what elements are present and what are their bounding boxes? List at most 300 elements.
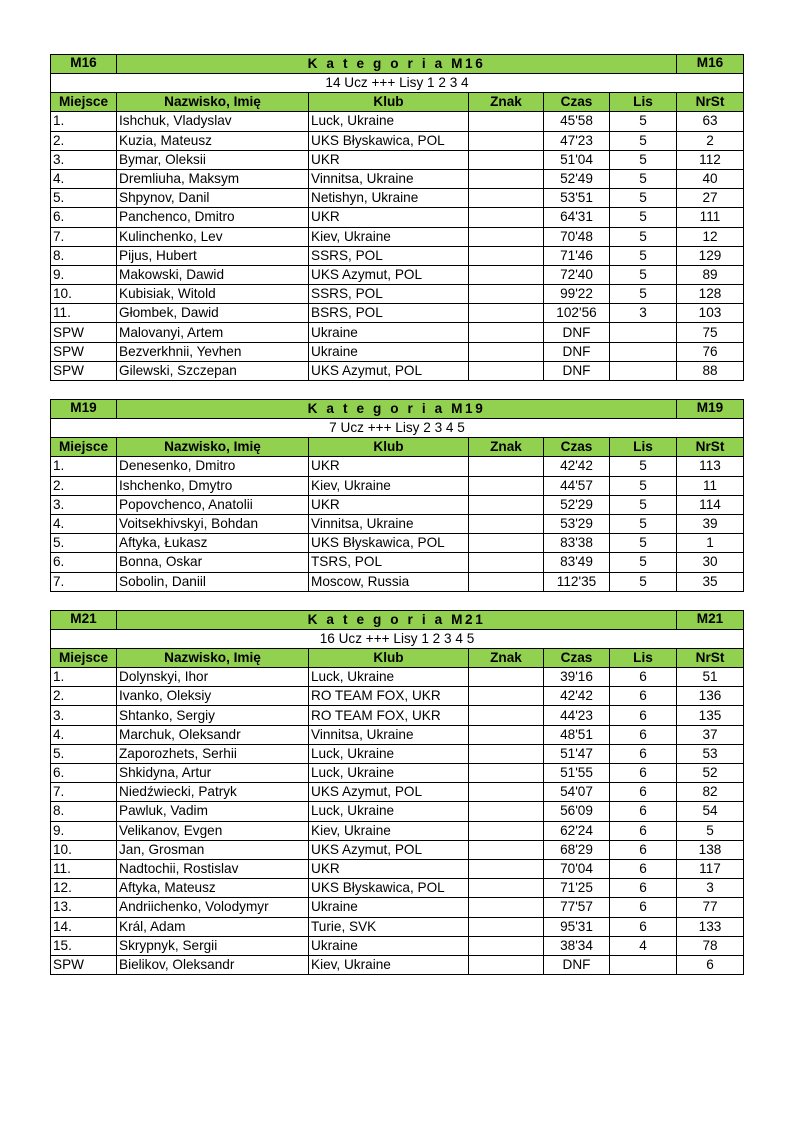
cell-name: Makowski, Dawid (117, 265, 309, 284)
cell-time: DNF (544, 323, 610, 342)
column-header-time: Czas (544, 93, 610, 112)
cell-time: 53'29 (544, 514, 610, 533)
cell-place: 1. (51, 668, 117, 687)
cell-mark (469, 879, 544, 898)
cell-leaves: 6 (610, 783, 677, 802)
cell-start-no: 113 (677, 457, 744, 476)
cell-club: SSRS, POL (309, 285, 469, 304)
cell-leaves: 5 (610, 514, 677, 533)
cell-time: DNF (544, 955, 610, 974)
category-info-row (51, 74, 744, 93)
cell-start-no: 53 (677, 744, 744, 763)
cell-mark (469, 955, 544, 974)
cell-time: 71'25 (544, 879, 610, 898)
cell-start-no: 136 (677, 687, 744, 706)
cell-time: 42'42 (544, 457, 610, 476)
cell-place: 5. (51, 744, 117, 763)
cell-time: 56'09 (544, 802, 610, 821)
column-header-name: Nazwisko, Imię (117, 93, 309, 112)
cell-club: UKS Azymut, POL (309, 783, 469, 802)
cell-place: 4. (51, 725, 117, 744)
cell-mark (469, 361, 544, 380)
table-row (51, 706, 744, 725)
column-header-leaves: Lis (610, 648, 677, 667)
category-title: K a t e g o r i a M16 (117, 55, 677, 74)
table-row (51, 879, 744, 898)
cell-start-no: 37 (677, 725, 744, 744)
cell-club: BSRS, POL (309, 304, 469, 323)
cell-time: 70'48 (544, 227, 610, 246)
cell-club: UKS Błyskawica, POL (309, 879, 469, 898)
cell-start-no: 27 (677, 189, 744, 208)
cell-name: Dremliuha, Maksym (117, 169, 309, 188)
cell-club: Vinnitsa, Ukraine (309, 169, 469, 188)
cell-mark (469, 572, 544, 591)
cell-mark (469, 227, 544, 246)
cell-name: Popovchenco, Anatolii (117, 495, 309, 514)
column-header-start-no: NrSt (677, 648, 744, 667)
cell-leaves: 6 (610, 898, 677, 917)
table-row (51, 572, 744, 591)
table-row (51, 476, 744, 495)
cell-start-no: 5 (677, 821, 744, 840)
cell-name: Skrypnyk, Sergii (117, 936, 309, 955)
cell-name: Jan, Grosman (117, 840, 309, 859)
cell-leaves: 5 (610, 572, 677, 591)
cell-leaves: 5 (610, 476, 677, 495)
table-row (51, 150, 744, 169)
cell-start-no: 112 (677, 150, 744, 169)
cell-start-no: 76 (677, 342, 744, 361)
cell-place: 14. (51, 917, 117, 936)
cell-club: UKR (309, 150, 469, 169)
cell-mark (469, 840, 544, 859)
cell-place: 15. (51, 936, 117, 955)
column-header-name: Nazwisko, Imię (117, 648, 309, 667)
cell-place: 8. (51, 246, 117, 265)
table-row (51, 936, 744, 955)
category-info: 16 Ucz +++ Lisy 1 2 3 4 5 (51, 629, 744, 648)
cell-start-no: 51 (677, 668, 744, 687)
cell-name: Kuzia, Mateusz (117, 131, 309, 150)
cell-name: Kubisiak, Witold (117, 285, 309, 304)
cell-place: 5. (51, 189, 117, 208)
cell-mark (469, 246, 544, 265)
cell-time: 99'22 (544, 285, 610, 304)
cell-place: 6. (51, 553, 117, 572)
cell-start-no: 128 (677, 285, 744, 304)
category-info-row (51, 419, 744, 438)
category-header (51, 55, 744, 74)
cell-time: 83'38 (544, 534, 610, 553)
cell-club: Kiev, Ukraine (309, 227, 469, 246)
cell-start-no: 6 (677, 955, 744, 974)
cell-place: 7. (51, 572, 117, 591)
cell-leaves: 5 (610, 457, 677, 476)
category-title: K a t e g o r i a M19 (117, 400, 677, 419)
cell-time: 71'46 (544, 246, 610, 265)
cell-place: SPW (51, 323, 117, 342)
cell-leaves: 5 (610, 265, 677, 284)
table-row (51, 227, 744, 246)
column-header-time: Czas (544, 648, 610, 667)
cell-leaves: 6 (610, 744, 677, 763)
category-info: 7 Ucz +++ Lisy 2 3 4 5 (51, 419, 744, 438)
cell-club: Turie, SVK (309, 917, 469, 936)
cell-start-no: 35 (677, 572, 744, 591)
cell-time: 62'24 (544, 821, 610, 840)
cell-leaves: 5 (610, 553, 677, 572)
cell-time: 47'23 (544, 131, 610, 150)
category-code-left: M21 (51, 610, 117, 629)
cell-name: Ishchenko, Dmytro (117, 476, 309, 495)
column-header-place: Miejsce (51, 648, 117, 667)
cell-club: Luck, Ukraine (309, 668, 469, 687)
cell-club: UKR (309, 495, 469, 514)
table-row (51, 495, 744, 514)
table-row (51, 725, 744, 744)
cell-start-no: 114 (677, 495, 744, 514)
cell-mark (469, 725, 544, 744)
cell-place: 4. (51, 514, 117, 533)
table-row (51, 840, 744, 859)
table-row (51, 859, 744, 878)
cell-mark (469, 131, 544, 150)
cell-club: UKR (309, 859, 469, 878)
cell-start-no: 1 (677, 534, 744, 553)
cell-start-no: 30 (677, 553, 744, 572)
cell-mark (469, 764, 544, 783)
cell-time: 72'40 (544, 265, 610, 284)
table-row (51, 668, 744, 687)
column-header-name: Nazwisko, Imię (117, 438, 309, 457)
cell-place: 9. (51, 821, 117, 840)
cell-name: Kulinchenko, Lev (117, 227, 309, 246)
cell-start-no: 138 (677, 840, 744, 859)
table-row (51, 821, 744, 840)
category-code-right: M21 (677, 610, 744, 629)
cell-time: 44'57 (544, 476, 610, 495)
cell-club: UKS Azymut, POL (309, 265, 469, 284)
cell-place: 3. (51, 706, 117, 725)
table-row (51, 898, 744, 917)
table-row (51, 304, 744, 323)
cell-leaves: 6 (610, 668, 677, 687)
cell-place: 13. (51, 898, 117, 917)
cell-place: 2. (51, 476, 117, 495)
cell-club: Kiev, Ukraine (309, 955, 469, 974)
table-row (51, 169, 744, 188)
cell-time: 102'56 (544, 304, 610, 323)
cell-leaves (610, 361, 677, 380)
cell-place: 7. (51, 783, 117, 802)
cell-start-no: 39 (677, 514, 744, 533)
cell-time: DNF (544, 342, 610, 361)
cell-start-no: 3 (677, 879, 744, 898)
cell-mark (469, 687, 544, 706)
cell-club: RO TEAM FOX, UKR (309, 687, 469, 706)
cell-mark (469, 150, 544, 169)
cell-leaves: 5 (610, 208, 677, 227)
category-code-right: M19 (677, 400, 744, 419)
cell-club: Kiev, Ukraine (309, 821, 469, 840)
cell-mark (469, 898, 544, 917)
cell-club: UKS Azymut, POL (309, 840, 469, 859)
cell-name: Voitsekhivskyi, Bohdan (117, 514, 309, 533)
cell-club: UKR (309, 457, 469, 476)
cell-start-no: 63 (677, 112, 744, 131)
cell-start-no: 117 (677, 859, 744, 878)
cell-start-no: 12 (677, 227, 744, 246)
cell-name: Král, Adam (117, 917, 309, 936)
cell-name: Niedźwiecki, Patryk (117, 783, 309, 802)
column-header-row (51, 648, 744, 667)
cell-start-no: 111 (677, 208, 744, 227)
column-header-leaves: Lis (610, 93, 677, 112)
cell-mark (469, 112, 544, 131)
cell-name: Nadtochii, Rostislav (117, 859, 309, 878)
category-header (51, 400, 744, 419)
cell-time: 42'42 (544, 687, 610, 706)
cell-name: Ivanko, Oleksiy (117, 687, 309, 706)
cell-place: SPW (51, 955, 117, 974)
cell-place: 9. (51, 265, 117, 284)
cell-place: 1. (51, 112, 117, 131)
cell-name: Dolynskyi, Ihor (117, 668, 309, 687)
cell-start-no: 103 (677, 304, 744, 323)
cell-time: 83'49 (544, 553, 610, 572)
cell-name: Głombek, Dawid (117, 304, 309, 323)
cell-place: 2. (51, 131, 117, 150)
cell-club: TSRS, POL (309, 553, 469, 572)
cell-place: 10. (51, 285, 117, 304)
table-row (51, 687, 744, 706)
table-row (51, 514, 744, 533)
cell-leaves: 4 (610, 936, 677, 955)
cell-leaves: 5 (610, 227, 677, 246)
cell-leaves: 6 (610, 917, 677, 936)
table-row (51, 265, 744, 284)
column-header-start-no: NrSt (677, 93, 744, 112)
cell-place: 3. (51, 150, 117, 169)
column-header-place: Miejsce (51, 438, 117, 457)
cell-club: Ukraine (309, 323, 469, 342)
cell-mark (469, 744, 544, 763)
cell-name: Ishchuk, Vladyslav (117, 112, 309, 131)
table-row (51, 246, 744, 265)
cell-mark (469, 265, 544, 284)
category-code-left: M16 (51, 55, 117, 74)
cell-start-no: 129 (677, 246, 744, 265)
table-row (51, 457, 744, 476)
cell-mark (469, 304, 544, 323)
cell-time: 38'34 (544, 936, 610, 955)
table-row (51, 361, 744, 380)
cell-mark (469, 859, 544, 878)
column-header-mark: Znak (469, 438, 544, 457)
cell-place: 10. (51, 840, 117, 859)
cell-club: Luck, Ukraine (309, 744, 469, 763)
cell-club: Luck, Ukraine (309, 764, 469, 783)
cell-leaves: 5 (610, 189, 677, 208)
cell-place: 11. (51, 859, 117, 878)
cell-name: Panchenco, Dmitro (117, 208, 309, 227)
cell-mark (469, 821, 544, 840)
cell-name: Pijus, Hubert (117, 246, 309, 265)
table-row (51, 744, 744, 763)
cell-mark (469, 668, 544, 687)
column-header-row (51, 438, 744, 457)
cell-name: Denesenko, Dmitro (117, 457, 309, 476)
cell-time: 68'29 (544, 840, 610, 859)
cell-start-no: 82 (677, 783, 744, 802)
cell-club: Vinnitsa, Ukraine (309, 514, 469, 533)
cell-time: 51'47 (544, 744, 610, 763)
table-row (51, 764, 744, 783)
cell-place: 6. (51, 764, 117, 783)
cell-leaves: 5 (610, 534, 677, 553)
cell-club: Kiev, Ukraine (309, 476, 469, 495)
cell-name: Bonna, Oskar (117, 553, 309, 572)
cell-club: Luck, Ukraine (309, 802, 469, 821)
cell-leaves: 6 (610, 687, 677, 706)
category-code-left: M19 (51, 400, 117, 419)
cell-mark (469, 553, 544, 572)
column-header-start-no: NrSt (677, 438, 744, 457)
results-table-m16 (50, 54, 744, 381)
category-header (51, 610, 744, 629)
cell-name: Marchuk, Oleksandr (117, 725, 309, 744)
cell-place: 6. (51, 208, 117, 227)
table-row (51, 783, 744, 802)
cell-time: 39'16 (544, 668, 610, 687)
column-header-row (51, 93, 744, 112)
cell-club: Luck, Ukraine (309, 112, 469, 131)
cell-leaves: 6 (610, 706, 677, 725)
cell-place: SPW (51, 342, 117, 361)
table-row (51, 342, 744, 361)
table-row (51, 112, 744, 131)
cell-name: Pawluk, Vadim (117, 802, 309, 821)
cell-mark (469, 534, 544, 553)
cell-mark (469, 208, 544, 227)
cell-leaves: 6 (610, 802, 677, 821)
cell-start-no: 135 (677, 706, 744, 725)
cell-place: 11. (51, 304, 117, 323)
cell-name: Bielikov, Oleksandr (117, 955, 309, 974)
category-title: K a t e g o r i a M21 (117, 610, 677, 629)
cell-place: 8. (51, 802, 117, 821)
cell-club: Vinnitsa, Ukraine (309, 725, 469, 744)
cell-time: 51'04 (544, 150, 610, 169)
cell-club: Netishyn, Ukraine (309, 189, 469, 208)
cell-place: 1. (51, 457, 117, 476)
cell-place: 4. (51, 169, 117, 188)
cell-leaves: 6 (610, 821, 677, 840)
cell-mark (469, 514, 544, 533)
cell-mark (469, 476, 544, 495)
cell-mark (469, 783, 544, 802)
cell-club: Moscow, Russia (309, 572, 469, 591)
cell-time: 51'55 (544, 764, 610, 783)
cell-start-no: 40 (677, 169, 744, 188)
cell-start-no: 133 (677, 917, 744, 936)
cell-mark (469, 342, 544, 361)
table-row (51, 802, 744, 821)
cell-time: 44'23 (544, 706, 610, 725)
cell-name: Velikanov, Evgen (117, 821, 309, 840)
cell-leaves: 6 (610, 764, 677, 783)
column-header-time: Czas (544, 438, 610, 457)
cell-start-no: 88 (677, 361, 744, 380)
cell-time: 45'58 (544, 112, 610, 131)
table-row (51, 534, 744, 553)
cell-leaves: 6 (610, 859, 677, 878)
cell-mark (469, 189, 544, 208)
table-row (51, 131, 744, 150)
cell-start-no: 54 (677, 802, 744, 821)
cell-name: Shkidyna, Artur (117, 764, 309, 783)
cell-name: Malovanyi, Artem (117, 323, 309, 342)
cell-mark (469, 169, 544, 188)
cell-mark (469, 706, 544, 725)
cell-leaves: 5 (610, 495, 677, 514)
cell-mark (469, 917, 544, 936)
cell-club: UKR (309, 208, 469, 227)
cell-place: SPW (51, 361, 117, 380)
table-row (51, 553, 744, 572)
cell-club: Ukraine (309, 342, 469, 361)
cell-leaves: 3 (610, 304, 677, 323)
cell-time: 95'31 (544, 917, 610, 936)
cell-name: Shpynov, Danil (117, 189, 309, 208)
column-header-leaves: Lis (610, 438, 677, 457)
cell-name: Bezverkhnii, Yevhen (117, 342, 309, 361)
cell-time: 53'51 (544, 189, 610, 208)
cell-mark (469, 457, 544, 476)
cell-start-no: 75 (677, 323, 744, 342)
category-info-row (51, 629, 744, 648)
table-row (51, 189, 744, 208)
table-row (51, 955, 744, 974)
cell-time: 48'51 (544, 725, 610, 744)
cell-name: Shtanko, Sergiy (117, 706, 309, 725)
cell-leaves: 5 (610, 246, 677, 265)
cell-mark (469, 936, 544, 955)
cell-mark (469, 285, 544, 304)
cell-place: 2. (51, 687, 117, 706)
cell-place: 12. (51, 879, 117, 898)
column-header-mark: Znak (469, 648, 544, 667)
table-row (51, 285, 744, 304)
column-header-place: Miejsce (51, 93, 117, 112)
cell-club: SSRS, POL (309, 246, 469, 265)
cell-start-no: 77 (677, 898, 744, 917)
cell-place: 3. (51, 495, 117, 514)
cell-time: 64'31 (544, 208, 610, 227)
results-container (50, 54, 743, 993)
cell-leaves: 6 (610, 840, 677, 859)
column-header-club: Klub (309, 438, 469, 457)
cell-leaves: 5 (610, 285, 677, 304)
cell-club: Ukraine (309, 898, 469, 917)
cell-start-no: 78 (677, 936, 744, 955)
cell-leaves: 5 (610, 169, 677, 188)
cell-leaves (610, 342, 677, 361)
cell-club: UKS Błyskawica, POL (309, 131, 469, 150)
cell-name: Bymar, Oleksii (117, 150, 309, 169)
cell-leaves: 6 (610, 725, 677, 744)
